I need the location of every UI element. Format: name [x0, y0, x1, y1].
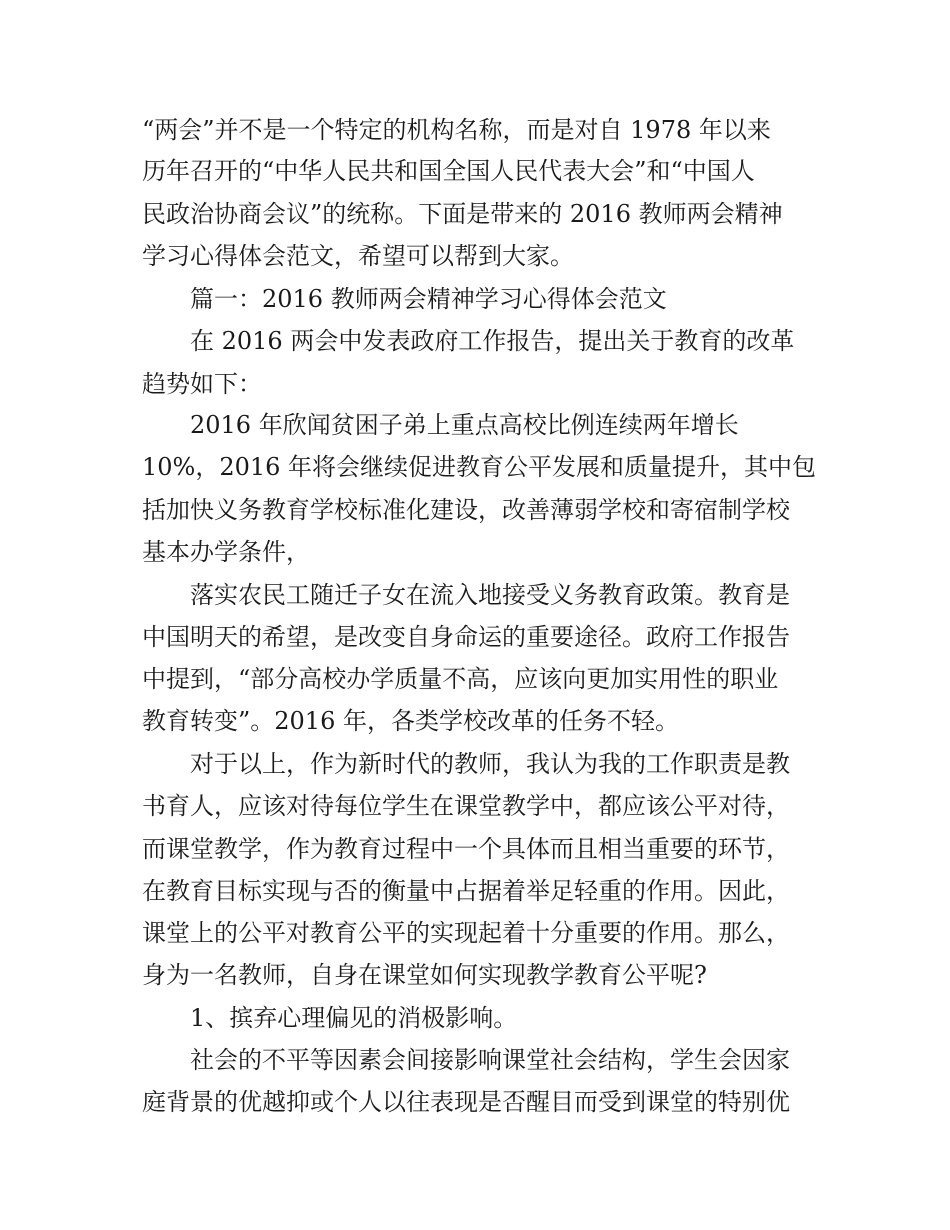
text-line: “两会”并不是一个特定的机构名称，而是对自 1978 年以来: [142, 116, 771, 144]
text-line: 基本办学条件，: [142, 538, 310, 566]
text-line: 而课堂教学，作为教育过程中一个具体而且相当重要的环节，: [142, 835, 790, 863]
text-line: 在 2016 两会中发表政府工作报告，提出关于教育的改革: [190, 327, 795, 355]
text-line: 身为一名教师，自身在课堂如何实现教学教育公平呢?: [142, 961, 707, 989]
list-item-heading: 1、摈弃心理偏见的消极影响。: [190, 1004, 518, 1032]
text-line: 落实农民工随迁子女在流入地接受义务教育政策。教育是: [190, 581, 790, 609]
text-line: 民政治协商会议”的统称。下面是带来的 2016 教师两会精神: [142, 200, 783, 228]
text-line: 庭背景的优越抑或个人以往表现是否醒目而受到课堂的特别优: [142, 1088, 790, 1116]
text-line: 2016 年欣闻贫困子弟上重点高校比例连续两年增长: [190, 411, 739, 439]
text-line: 括加快义务教育学校标准化建设，改善薄弱学校和寄宿制学校: [142, 496, 790, 524]
text-line: 学习心得体会范文，希望可以帮到大家。: [142, 242, 574, 270]
text-line: 趋势如下：: [142, 370, 262, 398]
text-line: 在教育目标实现与否的衡量中占据着举足轻重的作用。因此，: [142, 877, 790, 905]
text-line: 历年召开的“中华人民共和国全国人民代表大会”和“中国人: [142, 157, 755, 185]
text-line: 10%，2016 年将会继续促进教育公平发展和质量提升，其中包: [142, 453, 817, 481]
text-line: 课堂上的公平对教育公平的实现起着十分重要的作用。那么，: [142, 919, 790, 947]
text-line: 教育转变”。2016 年，各类学校改革的任务不轻。: [142, 707, 679, 735]
text-line: 中提到，“部分高校办学质量不高，应该向更加实用性的职业: [142, 665, 779, 693]
section-heading: 篇一：2016 教师两会精神学习心得体会范文: [190, 285, 667, 313]
text-line: 社会的不平等因素会间接影响课堂社会结构，学生会因家: [190, 1046, 790, 1074]
text-line: 中国明天的希望，是改变自身命运的重要途径。政府工作报告: [142, 623, 790, 651]
text-line: 书育人，应该对待每位学生在课堂教学中，都应该公平对待，: [142, 792, 790, 820]
text-line: 对于以上，作为新时代的教师，我认为我的工作职责是教: [190, 750, 790, 778]
